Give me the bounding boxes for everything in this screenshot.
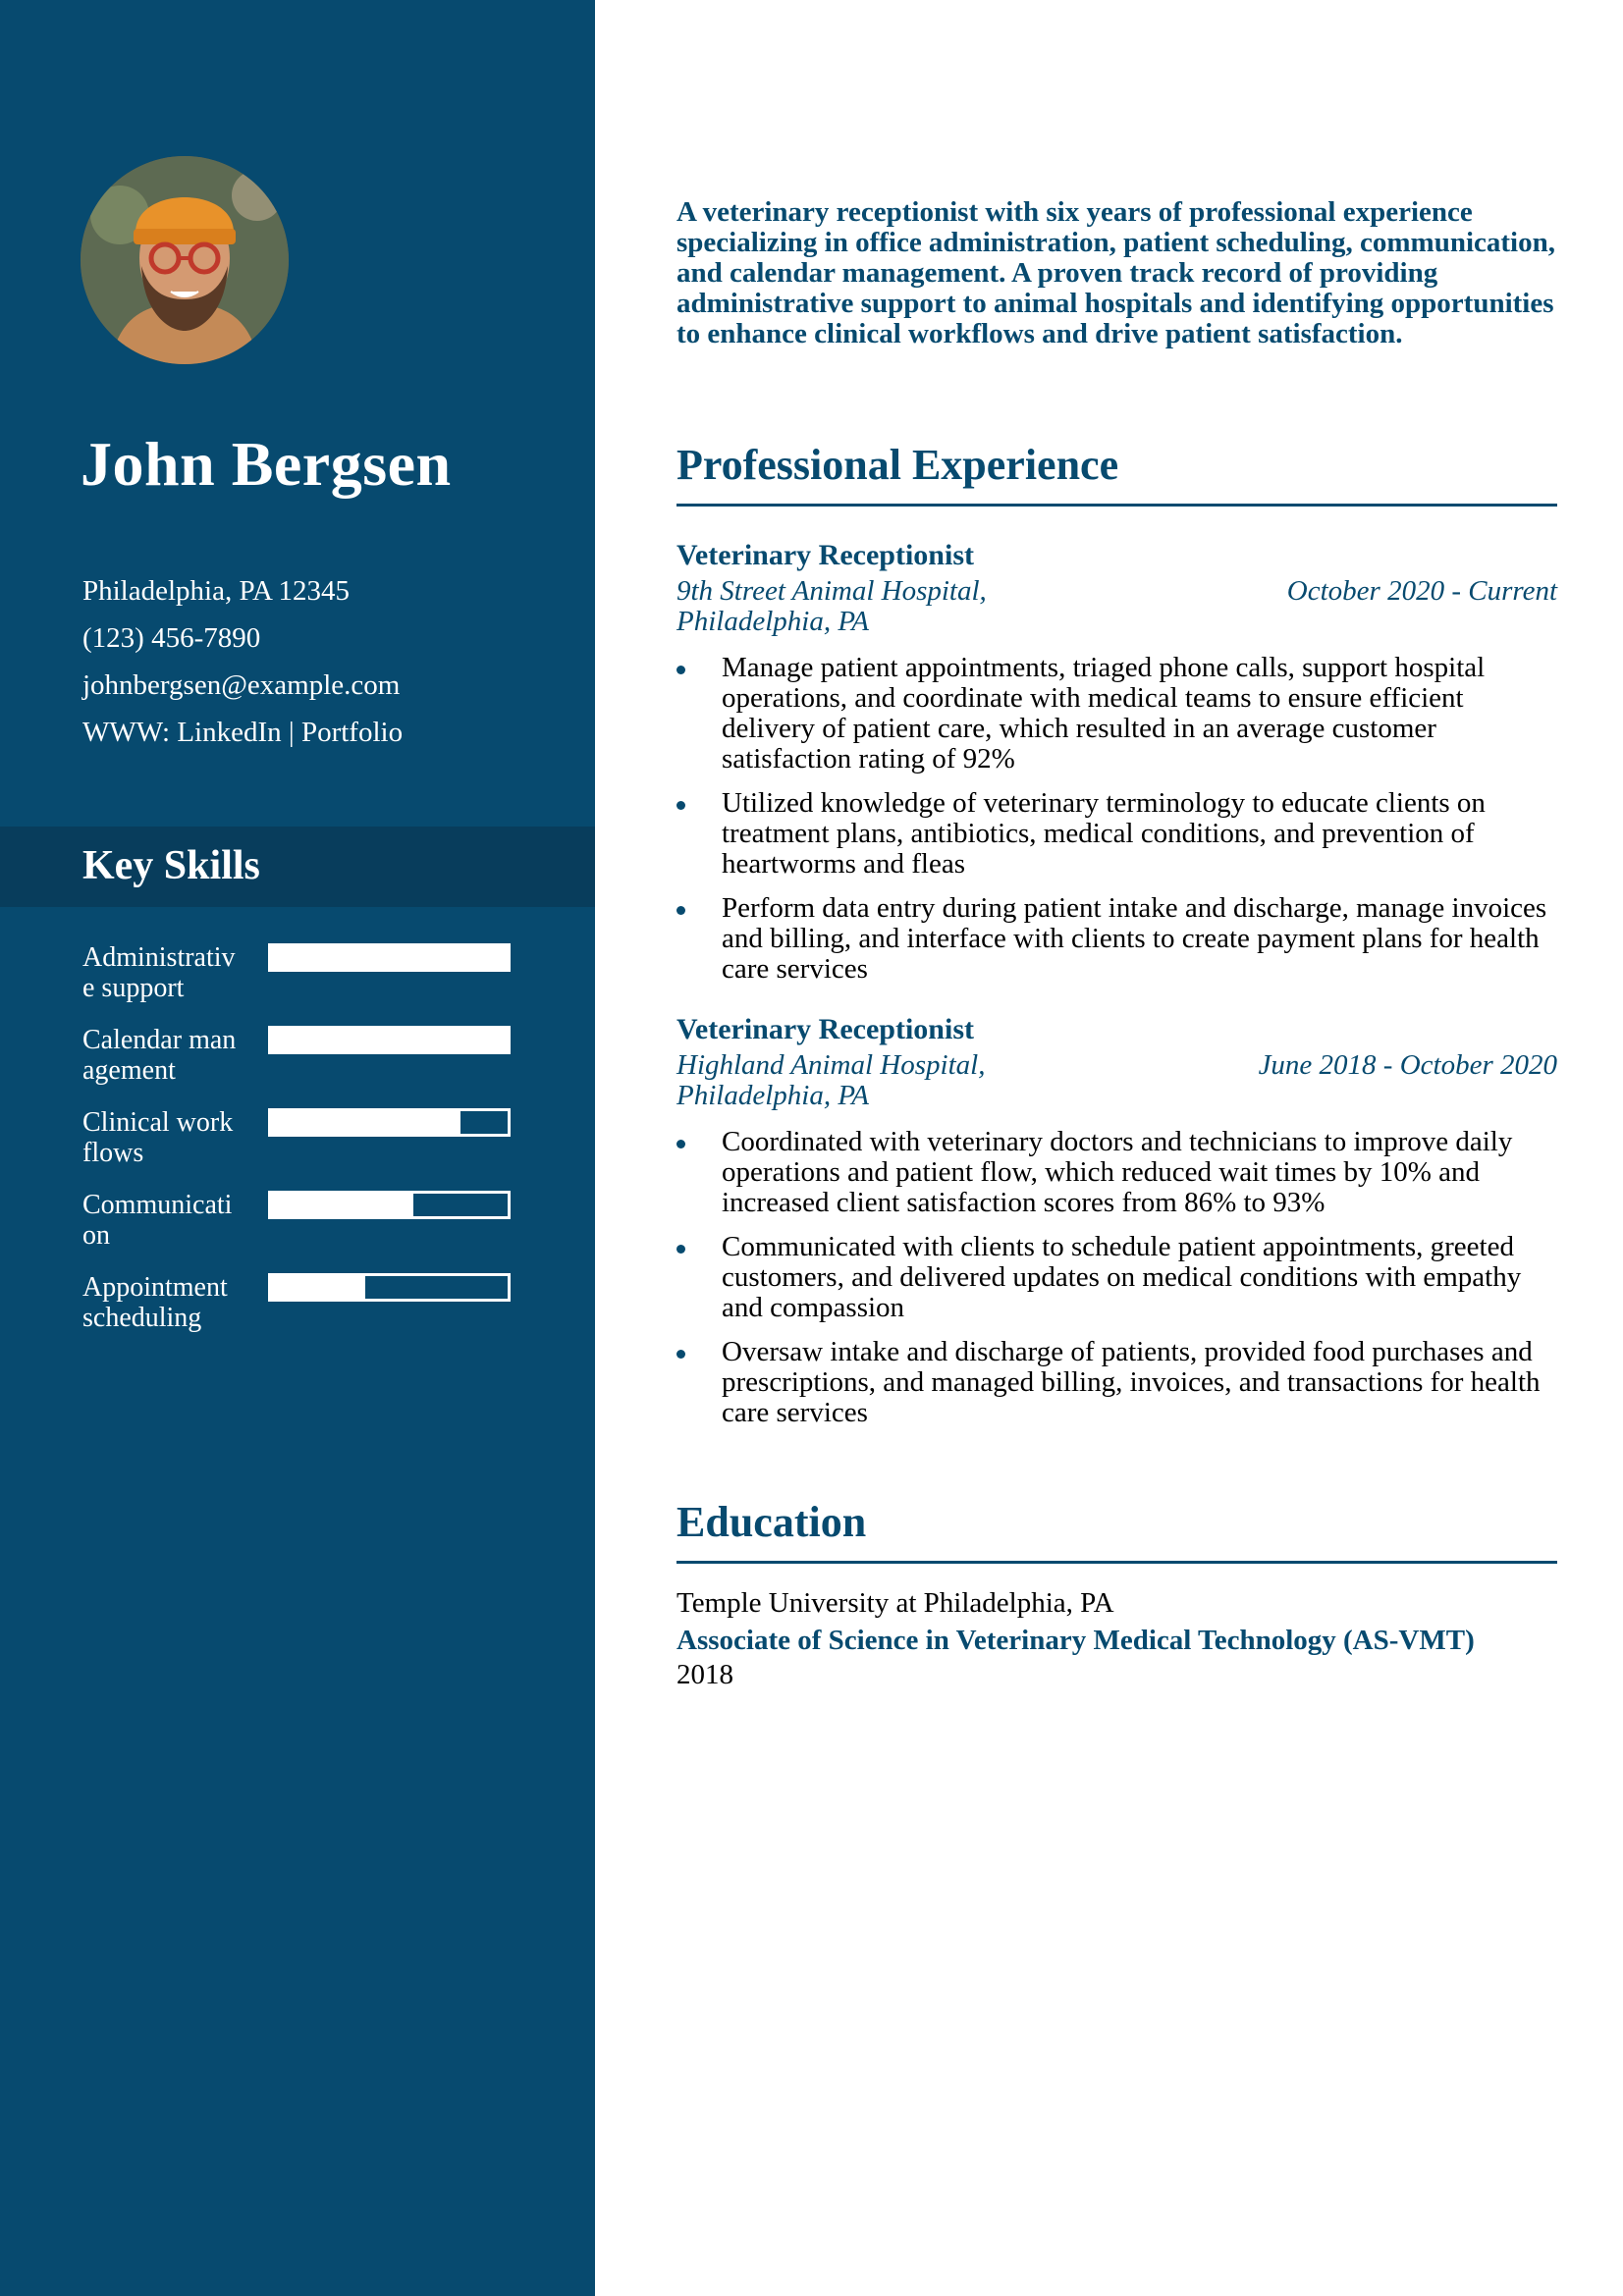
bullet-text: Communicated with clients to schedule patient appointments, greeted customers, and delivered updates on medical conditions with empathy and compassion [722, 1231, 1522, 1323]
list-item [676, 653, 1557, 774]
job-bullets [676, 1127, 1557, 1428]
skill-label: Calendar management [82, 1025, 237, 1086]
contact-web-links[interactable]: WWW: LinkedIn | Portfolio [82, 717, 404, 748]
skill-level-bar [268, 1108, 511, 1137]
skill-row [82, 942, 514, 1025]
bullet-icon [676, 1140, 685, 1148]
list-item [676, 1232, 1557, 1323]
skill-level-bar [268, 1191, 511, 1219]
skill-level-fill [271, 1029, 508, 1051]
bullet-icon [676, 801, 685, 810]
bullet-icon [676, 906, 685, 915]
skill-level-fill [271, 1276, 365, 1299]
job-entry [676, 538, 1557, 998]
list-item [676, 788, 1557, 880]
bullet-text: Manage patient appointments, triaged phone calls, support hospital operations, and coordinate with medical teams to ensure efficient delivery of patient care, which resulted in an average customer satisfaction rating of 92% [722, 652, 1486, 774]
skill-level-fill [271, 1111, 460, 1134]
skill-level-fill [271, 1194, 413, 1216]
skill-level-bar [268, 1273, 511, 1302]
skills-list [82, 942, 514, 1355]
bullet-text: Oversaw intake and discharge of patients, provided food purchases and prescriptions, and managed billing, invoices, and transactions for health care services [722, 1336, 1541, 1428]
job-title: Veterinary Receptionist [676, 539, 974, 571]
job-bullets [676, 653, 1557, 985]
profile-photo [81, 156, 289, 364]
sidebar [0, 0, 595, 2296]
job-title: Veterinary Receptionist [676, 1013, 974, 1045]
bullet-icon [676, 1350, 685, 1359]
professional-summary: A veterinary receptionist with six years of professional experience specializing in office administration, patient scheduling, communication, and calendar management. A proven track record of providing administrative support to animal hospitals and identifying opportunities to enhance clinical workflows and drive patient satisfaction. [676, 196, 1555, 349]
skill-label: Communication [82, 1190, 233, 1251]
job-meta [676, 1050, 1557, 1115]
education-section-title: Education [676, 1498, 867, 1546]
avatar [81, 156, 289, 364]
bullet-text: Coordinated with veterinary doctors and technicians to improve daily operations and patient flow, which reduced wait times by 10% and increased client satisfaction scores from 86% to 93% [722, 1126, 1513, 1218]
list-item [676, 1337, 1557, 1428]
bullet-text: Perform data entry during patient intake and discharge, manage invoices and billing, and interface with clients to create payment plans for health care services [722, 892, 1547, 985]
skill-row [82, 1272, 514, 1355]
bullet-icon [676, 666, 685, 674]
education-entry [676, 1584, 1557, 1690]
job-entry [676, 1012, 1557, 1442]
contact-email[interactable]: johnbergsen@example.com [82, 669, 401, 701]
education-year: 2018 [676, 1659, 733, 1690]
skill-level-bar [268, 1026, 511, 1054]
skill-row [82, 1107, 514, 1190]
job-meta [676, 576, 1557, 641]
skill-label: Appointment scheduling [82, 1272, 228, 1333]
candidate-name: John Bergsen [81, 429, 452, 499]
job-employer: 9th Street Animal Hospital, Philadelphia, PA [676, 575, 987, 637]
bullet-text: Utilized knowledge of veterinary terminology to educate clients on treatment plans, antibiotics, medical conditions, and prevention of heartworms and fleas [722, 787, 1486, 880]
skills-title: Key Skills [82, 843, 260, 888]
contact-phone: (123) 456-7890 [82, 622, 261, 654]
skill-level-bar [268, 943, 511, 972]
job-employer: Highland Animal Hospital, Philadelphia, PA [676, 1049, 986, 1111]
section-divider [676, 1561, 1557, 1564]
skill-row [82, 1025, 514, 1107]
list-item [676, 1127, 1557, 1218]
contact-info [82, 567, 403, 756]
skill-label: Administrative support [82, 942, 236, 1003]
skill-label: Clinical workflows [82, 1107, 234, 1168]
education-school: Temple University at Philadelphia, PA [676, 1587, 1114, 1619]
bullet-icon [676, 1245, 685, 1254]
job-dates: June 2018 - October 2020 [1258, 1049, 1557, 1081]
skill-row [82, 1190, 514, 1272]
list-item [676, 893, 1557, 985]
section-divider [676, 504, 1557, 507]
experience-section-title: Professional Experience [676, 441, 1119, 489]
contact-location: Philadelphia, PA 12345 [82, 575, 351, 607]
skill-level-fill [271, 946, 508, 969]
job-dates: October 2020 - Current [1286, 575, 1557, 607]
education-degree: Associate of Science in Veterinary Medical Technology (AS-VMT) [676, 1625, 1475, 1656]
